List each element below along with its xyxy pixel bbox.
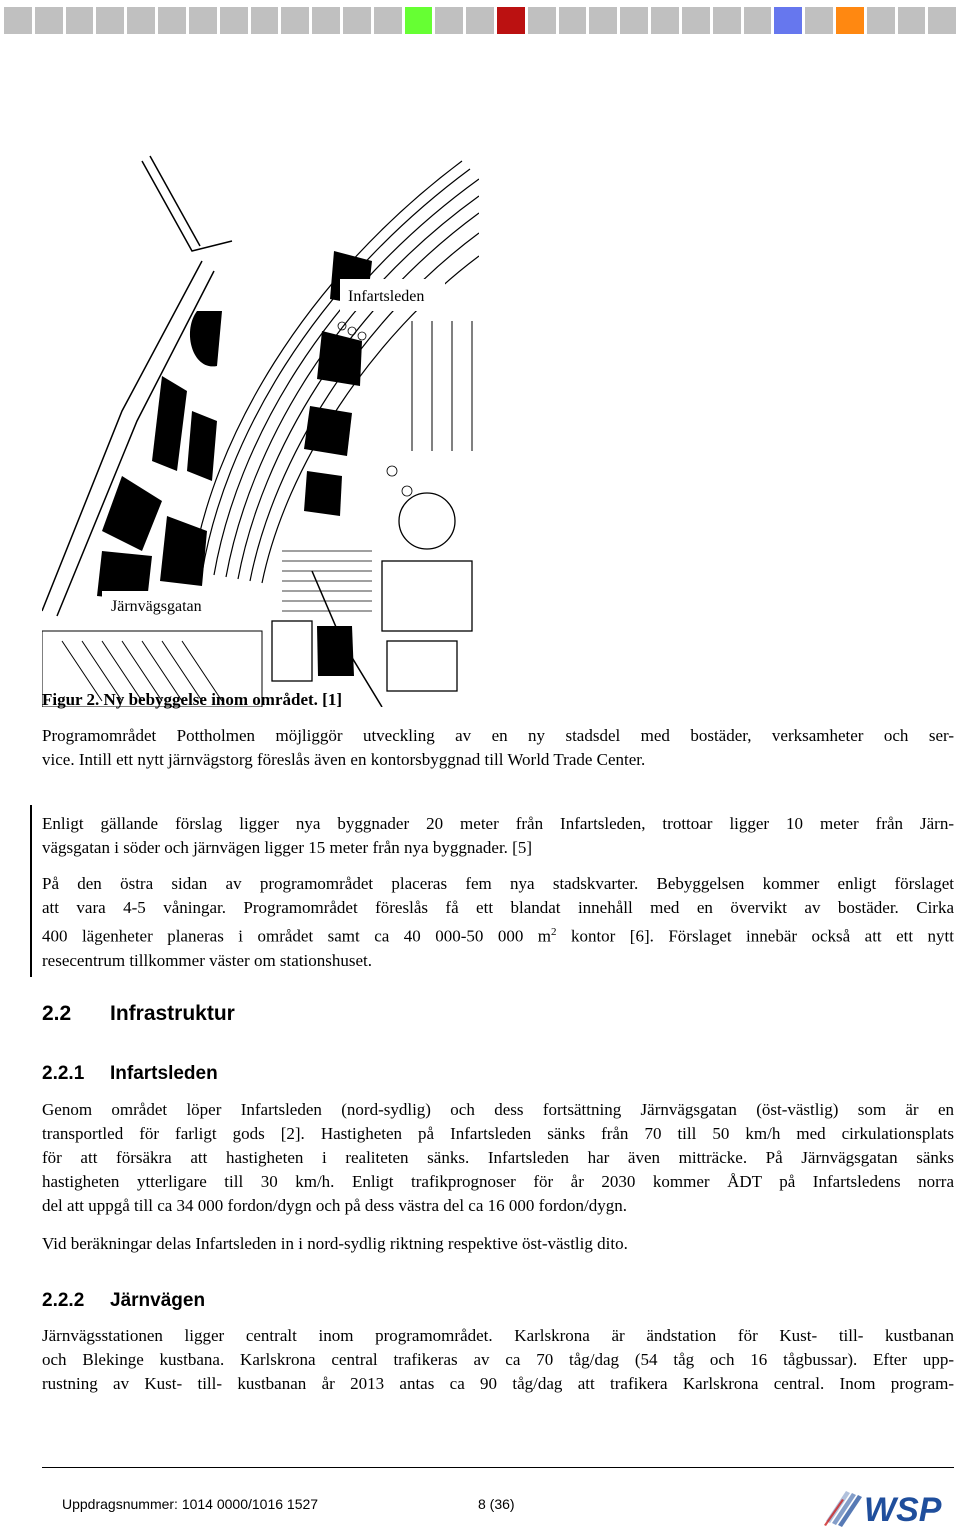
strip-square [35,7,63,34]
text-line: På den östra sidan av programområdet placeras fem nya stadskvarter. Bebyggelsen kommer enligt förslaget [42,874,954,893]
strip-square [620,7,648,34]
paragraph-infartsleden [42,1098,954,1218]
strip-square [127,7,155,34]
text-line: transportled för farligt gods [2]. Hastigheten på Infartsleden sänks från 70 till 50 km/h med cirkulationsplats [42,1124,954,1143]
text-line: vägsgatan i söder och järnvägen ligger 15 meter från nya byggnader. [5] [42,838,532,857]
text-line: och Blekinge kustbana. Karlskrona central trafikeras av ca 70 tåg/dag (54 tåg och 16 tågbussar). Efter upp- [42,1350,954,1369]
strip-square [4,7,32,34]
footer-project-number: Uppdragsnummer: 1014 0000/1016 1527 [62,1496,319,1512]
strip-square [343,7,371,34]
text-line: Enligt gällande förslag ligger nya byggnader 20 meter från Infartsleden, trottoar ligger 10 meter från Järn- [42,814,954,833]
heading-infrastruktur: 2.2 Infrastruktur [42,1002,235,1025]
strip-square [774,7,802,34]
paragraph-avstand [42,812,954,860]
text-line: rustning av Kust- till- kustbanan år 2013 antas ca 90 tåg/dag att trafikera Karlskrona central. Inom program- [42,1374,954,1393]
strip-square [466,7,494,34]
text-line: Järnvägsstationen ligger centralt inom programområdet. Karlskrona är ändstation för Kust- till- kustbanan [42,1326,954,1345]
strip-square [898,7,926,34]
logo-text: WSP [864,1491,942,1529]
paragraph-berakningar [42,1232,954,1256]
strip-square [374,7,402,34]
strip-square [805,7,833,34]
text-line: Programområdet Pottholmen möjliggör utveckling av en ny stadsdel med bostäder, verksamheter och ser- [42,726,954,745]
strip-square [251,7,279,34]
footer-rule [42,1467,954,1468]
figure-caption: Figur 2. Ny bebyggelse inom området. [1] [42,690,342,709]
strip-square [559,7,587,34]
strip-square [651,7,679,34]
text-line: hastigheten ytterligare till 30 km/h. Enligt trafikprognoser för år 2030 kommer ÅDT på Infartsledens norra [42,1172,954,1191]
paragraph-jarnvagen [42,1324,954,1396]
text-line: att vara 4-5 våningar. Programområdet föreslås få ett blandat innehåll med en övervikt av bostäder. Cirka [42,898,954,917]
wsp-logo [820,1481,958,1529]
text-line: för att försäkra att hastigheten i realiteten sänks. Infartsleden har även mitträcke. På Järnvägsgatan sänks [42,1148,954,1167]
strip-square [928,7,956,34]
paragraph-pottholmen [42,724,954,772]
strip-square [435,7,463,34]
strip-square [189,7,217,34]
map-label-infartsleden: Infartsleden [348,288,425,305]
strip-square [713,7,741,34]
map-label-jarnvagsgatan: Järnvägsgatan [111,598,202,615]
text-line: 400 lägenheter planeras i området samt ca 40 000-50 000 $m^2$ kontor [6]. Förslaget innebär också att ett nytt [42,926,954,946]
text-line: Genom området löper Infartsleden (nord-sydlig) och dess fortsättning Järnvägsgatan (öst-västlig) som är en [42,1100,954,1119]
text-line: resecentrum tillkommer väster om stationshuset. [42,950,373,970]
strip-square [312,7,340,34]
heading-jarnvagen: 2.2.2 Järnvägen [42,1290,206,1311]
header-color-strip [4,7,956,34]
strip-square [589,7,617,34]
strip-square [405,7,433,34]
strip-square [281,7,309,34]
strip-square [497,7,525,34]
strip-square [867,7,895,34]
footer-page-number: 8 (36) [478,1496,515,1512]
strip-square [220,7,248,34]
text-line: vice. Intill ett nytt järnvägstorg föreslås även en kontorsbyggnad till World Trade Center. [42,750,646,769]
heading-infartsleden: 2.2.1 Infartsleden [42,1063,218,1084]
strip-square [836,7,864,34]
paragraph-stadskvarter [42,872,954,973]
text-line: Vid beräkningar delas Infartsleden in i nord-sydlig riktning respektive öst-västlig dito. [42,1234,628,1253]
strip-square [96,7,124,34]
strip-square [158,7,186,34]
strip-square [66,7,94,34]
revision-bar [30,805,32,977]
strip-square [682,7,710,34]
text-line: del att uppgå till ca 34 000 fordon/dygn och på dess västra del ca 16 000 fordon/dygn. [42,1196,627,1215]
strip-square [744,7,772,34]
site-plan-map [42,141,479,707]
strip-square [528,7,556,34]
